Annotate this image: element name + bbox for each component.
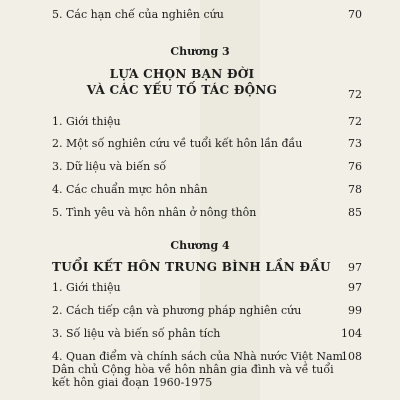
- toc-entry-label: 3. Dữ liệu và biến số: [52, 160, 167, 173]
- toc-entry-label: 5. Tình yêu và hôn nhân ở nông thôn: [52, 206, 257, 219]
- chapter-title-line-1: TUỔI KẾT HÔN TRUNG BÌNH LẦN ĐẦU: [52, 260, 331, 274]
- toc-entry-label: 1. Giới thiệu: [52, 281, 121, 294]
- toc-entry-page: 99: [348, 304, 362, 317]
- toc-entry-label-line-2: Dân chủ Cộng hòa về hôn nhân gia đình và về tuổi: [52, 363, 334, 376]
- toc-entry-page: 70: [348, 8, 362, 21]
- chapter-title: [52, 66, 312, 98]
- toc-entry-page: 97: [348, 281, 362, 294]
- toc-entry-label: 1. Giới thiệu: [52, 115, 121, 128]
- toc-entry-label: [52, 350, 343, 389]
- toc-entry-page: 85: [348, 206, 362, 219]
- toc-entry-page: 104: [341, 327, 362, 340]
- toc-entry-page: 78: [348, 183, 362, 196]
- chapter-title-line-1: LỰA CHỌN BẠN ĐỜI: [109, 67, 255, 81]
- toc-entry-label: 3. Số liệu và biến số phân tích: [52, 327, 221, 340]
- chapter-number: Chương 4: [170, 239, 230, 252]
- chapter-title: [52, 259, 331, 275]
- toc-entry-page: 76: [348, 160, 362, 173]
- toc-entry-label: 2. Một số nghiên cứu về tuổi kết hôn lần đầu: [52, 137, 303, 150]
- chapter-title-line-2: VÀ CÁC YẾU TỐ TÁC ĐỘNG: [86, 83, 278, 97]
- toc-entry-label: 4. Các chuẩn mực hôn nhân: [52, 183, 208, 196]
- toc-entry-label: 2. Cách tiếp cận và phương pháp nghiên cứu: [52, 304, 302, 317]
- toc-entry-label-line-3: kết hôn giai đoạn 1960-1975: [52, 376, 213, 389]
- page-shading: [200, 0, 260, 400]
- toc-entry-page: 108: [341, 350, 362, 363]
- chapter-number: Chương 3: [170, 45, 230, 58]
- chapter-page: 72: [348, 88, 362, 101]
- toc-entry-label: 5. Các hạn chế của nghiên cứu: [52, 8, 224, 21]
- chapter-page: 97: [348, 261, 362, 274]
- toc-entry-page: 73: [348, 137, 362, 150]
- toc-entry-page: 72: [348, 115, 362, 128]
- toc-entry-label-line-1: 4. Quan điểm và chính sách của Nhà nước Việt Nam: [52, 350, 343, 363]
